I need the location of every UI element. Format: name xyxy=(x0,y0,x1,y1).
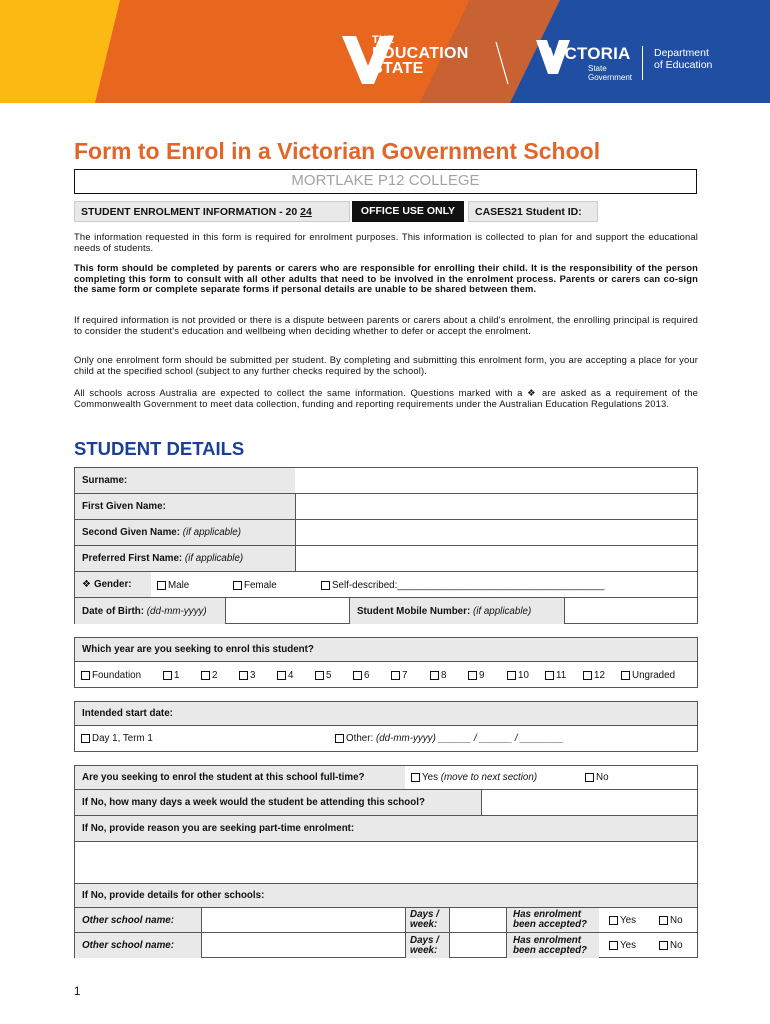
year-option-1[interactable]: 1 xyxy=(163,670,179,681)
page-number: 1 xyxy=(74,986,81,998)
surname-row xyxy=(75,468,697,494)
other-school-name-label-1: Other school name: xyxy=(82,914,174,926)
year-level-table xyxy=(74,637,698,688)
day1-checkbox[interactable] xyxy=(81,734,90,743)
fulltime-yes-checkbox[interactable] xyxy=(411,773,420,782)
fulltime-yes-option[interactable]: Yes (move to next section) xyxy=(411,772,537,783)
second-name-row xyxy=(75,520,697,546)
victoria-logo: VICTORIA xyxy=(548,44,631,63)
self-described-checkbox[interactable] xyxy=(321,581,330,590)
logo-the: THE xyxy=(372,34,394,46)
first-given-field[interactable] xyxy=(296,494,697,519)
days-row xyxy=(75,790,697,816)
accepted-label-1: Has enrolment been accepted? xyxy=(513,909,588,930)
year-option-12[interactable]: 12 xyxy=(583,670,605,681)
preferred-name-label: Preferred First Name: (if applicable) xyxy=(82,553,244,564)
first-name-row xyxy=(75,494,697,520)
other-school-row-1 xyxy=(75,908,697,933)
start-options-row xyxy=(75,726,697,752)
surname-field[interactable] xyxy=(295,468,697,493)
year-option-7[interactable]: 7 xyxy=(391,670,407,681)
form-title: Form to Enrol in a Victorian Government School xyxy=(74,138,601,164)
year-option-3[interactable]: 3 xyxy=(239,670,255,681)
fulltime-no-checkbox[interactable] xyxy=(585,773,594,782)
reason-row xyxy=(75,816,697,842)
gender-male-option[interactable]: Male xyxy=(157,580,189,591)
preferred-name-row xyxy=(75,546,697,572)
logo-state: STATE xyxy=(372,60,424,77)
year-options-row xyxy=(75,662,697,688)
days-field[interactable] xyxy=(482,790,697,815)
department-name xyxy=(654,47,712,71)
year-question: Which year are you seeking to enrol this student? xyxy=(82,644,314,655)
male-checkbox[interactable] xyxy=(157,581,166,590)
enrolment-year[interactable]: 24 xyxy=(300,206,312,218)
other-school-name-label-2: Other school name: xyxy=(82,940,174,951)
intro-paragraph-3: If required information is not provided or there is a dispute between parents or carers about a child's enrolment, the enrolling principal is required to consider the student's education and wellbeing when deciding whether to defer or accept the enrolment. xyxy=(74,314,698,336)
days-week-field-2[interactable] xyxy=(450,933,506,958)
other-date-checkbox[interactable] xyxy=(335,734,344,743)
mobile-label: Student Mobile Number: (if applicable) xyxy=(357,605,532,617)
female-checkbox[interactable] xyxy=(233,581,242,590)
first-given-label: First Given Name: xyxy=(82,501,166,512)
mobile-field[interactable] xyxy=(565,598,697,624)
year-option-10[interactable]: 10 xyxy=(507,670,529,681)
other-school-row-2 xyxy=(75,933,697,958)
dept-line2: of Education xyxy=(654,59,713,71)
days-week-field-1[interactable] xyxy=(450,908,506,932)
accepted-no-option-2[interactable]: No xyxy=(659,940,683,951)
fulltime-question-row xyxy=(75,766,697,790)
victoria-subtitle xyxy=(588,64,632,82)
gender-self-described-option[interactable]: Self-described:______________________________________ xyxy=(321,580,604,591)
other-schools-row xyxy=(75,884,697,908)
other-school-name-field-1[interactable] xyxy=(202,908,405,932)
surname-label: Surname: xyxy=(82,475,128,486)
fulltime-table xyxy=(74,765,698,958)
intro-paragraph-2: This form should be completed by parents or carers who are responsible for enrolling their child. It is the responsibility of the person completing this form to consult with all other adults that need to be involved in the enrolment process. Parents or carers can co-sign the same form or complete separate forms if personal details are unable to be shared between them. xyxy=(74,262,698,295)
start-other-option[interactable]: Other: (dd-mm-yyyy) ______ / ______ / ________ xyxy=(335,733,564,744)
days-week-label-2: Days / week: xyxy=(410,934,439,956)
year-option-2[interactable]: 2 xyxy=(201,670,217,681)
intro-paragraph-4: Only one enrolment form should be submitted per student. By completing and submitting this enrolment form, you are accepting a place for your child at the specified school (subject to any further checks required by the school). xyxy=(74,354,698,376)
year-option-4[interactable]: 4 xyxy=(277,670,293,681)
year-option-9[interactable]: 9 xyxy=(468,670,484,681)
other-schools-question: If No, provide details for other schools: xyxy=(82,890,265,901)
year-question-row xyxy=(75,638,697,662)
fulltime-no-option[interactable]: No xyxy=(585,772,609,783)
accepted-yes-option-1[interactable]: Yes xyxy=(609,915,636,926)
gender-row xyxy=(75,572,697,598)
logo-education: EDUCATION xyxy=(372,45,469,62)
intro-paragraph-5: All schools across Australia are expected to collect the same information. Questions marked with a ❖ are asked as a requirement of the Commonwealth Government to meet data collection, funding and reporting requirements under the Australian Education Regulations 2013. xyxy=(74,387,698,409)
year-option-8[interactable]: 8 xyxy=(430,670,446,681)
intro-paragraph-1: The information requested in this form is required for enrolment purposes. This information is collected to plan for and support the educational needs of students. xyxy=(74,231,698,253)
cases21-label: CASES21 Student ID: xyxy=(468,201,598,222)
gender-female-option[interactable]: Female xyxy=(233,580,277,591)
header-banner xyxy=(0,0,770,103)
office-use-label: OFFICE USE ONLY xyxy=(352,201,464,222)
vic-government: Government xyxy=(588,73,633,82)
second-given-label: Second Given Name: (if applicable) xyxy=(82,527,241,538)
start-day1-option[interactable]: Day 1, Term 1 xyxy=(81,733,153,744)
start-date-row xyxy=(75,702,697,726)
accepted-label-2: Has enrolment been accepted? xyxy=(513,934,588,956)
accepted-yes-option-2[interactable]: Yes xyxy=(609,940,636,951)
second-given-field[interactable] xyxy=(296,520,697,545)
dob-row xyxy=(75,598,697,624)
fulltime-question: Are you seeking to enrol the student at this school full-time? xyxy=(82,772,365,783)
days-week-label-1: Days / week: xyxy=(410,909,439,930)
year-option-ungraded[interactable]: Ungraded xyxy=(621,670,675,681)
year-option-11[interactable]: 11 xyxy=(545,670,566,681)
reason-question: If No, provide reason you are seeking part-time enrolment: xyxy=(82,823,355,834)
dob-label: Date of Birth: (dd-mm-yyyy) xyxy=(82,605,207,617)
start-date-table xyxy=(74,701,698,752)
reason-field[interactable] xyxy=(75,842,697,884)
vic-state: State xyxy=(588,64,607,73)
gender-label: ❖ Gender: xyxy=(82,579,132,590)
start-date-label: Intended start date: xyxy=(82,708,173,719)
enrolment-info-label: STUDENT ENROLMENT INFORMATION - 20 24 xyxy=(74,201,350,222)
student-details-table xyxy=(74,467,698,624)
days-question: If No, how many days a week would the student be attending this school? xyxy=(82,797,425,808)
year-option-5[interactable]: 5 xyxy=(315,670,331,681)
accepted-no-option-1[interactable]: No xyxy=(659,915,683,926)
dob-field[interactable] xyxy=(226,598,348,624)
other-school-name-field-2[interactable] xyxy=(202,933,405,958)
year-option-6[interactable]: 6 xyxy=(353,670,369,681)
education-state-logo xyxy=(372,34,469,76)
year-option-foundation[interactable]: Foundation xyxy=(81,670,141,681)
logo-divider xyxy=(642,46,643,80)
section-title-student-details: STUDENT DETAILS xyxy=(74,438,245,459)
commonwealth-marker-icon: ❖ xyxy=(82,579,91,590)
preferred-name-field[interactable] xyxy=(296,546,697,571)
school-name-box: MORTLAKE P12 COLLEGE xyxy=(74,169,697,194)
dept-line1: Department xyxy=(654,47,709,59)
